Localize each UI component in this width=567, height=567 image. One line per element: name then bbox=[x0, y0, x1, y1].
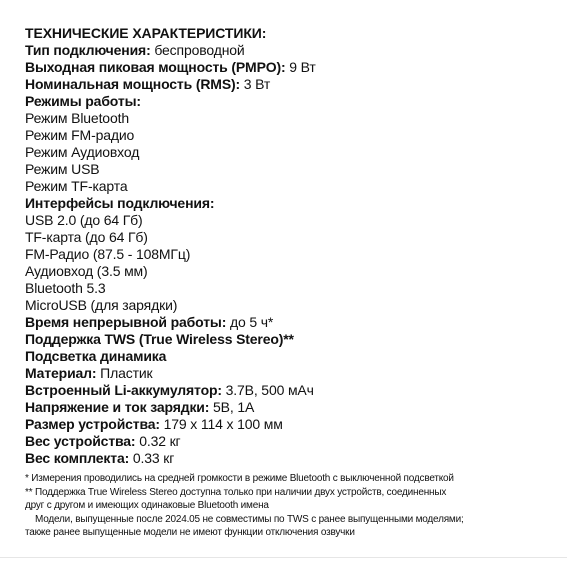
spec-row bbox=[25, 433, 555, 450]
footnote-line: также ранее выпущенные модели не имеют функции отключения озвучки bbox=[25, 527, 355, 538]
spec-list-item: MicroUSB (для зарядки) bbox=[25, 297, 178, 313]
spec-label: Номинальная мощность (RMS): bbox=[25, 76, 241, 92]
spec-label: Тип подключения: bbox=[25, 42, 151, 58]
spec-value: 3.7В, 500 мАч bbox=[221, 382, 314, 398]
spec-value: до 5 ч* bbox=[226, 314, 274, 330]
spec-title: ТЕХНИЧЕСКИЕ ХАРАКТЕРИСТИКИ: bbox=[25, 25, 267, 41]
spec-label: Время непрерывной работы: bbox=[25, 314, 227, 330]
spec-value: 9 Вт bbox=[285, 59, 316, 75]
spec-label: Встроенный Li-аккумулятор: bbox=[25, 382, 222, 398]
spec-heading: Режимы работы: bbox=[25, 93, 141, 109]
spec-row bbox=[25, 450, 555, 467]
spec-label: Вес комплекта: bbox=[25, 450, 130, 466]
spec-label: Размер устройства: bbox=[25, 416, 160, 432]
spec-row bbox=[25, 382, 555, 399]
spec-sheet bbox=[25, 25, 555, 540]
spec-value: беспроводной bbox=[150, 42, 245, 58]
spec-label: Напряжение и ток зарядки: bbox=[25, 399, 210, 415]
spec-value: 3 Вт bbox=[240, 76, 271, 92]
spec-list-item: FM-Радио (87.5 - 108МГц) bbox=[25, 246, 191, 262]
spec-label: Вес устройства: bbox=[25, 433, 136, 449]
footnote-line: * Измерения проводились на средней громкости в режиме Bluetooth с выключенной подсветкой bbox=[25, 473, 454, 484]
spec-list-item: Режим Аудиовход bbox=[25, 144, 140, 160]
footnotes bbox=[25, 472, 555, 540]
spec-list-item: Режим USB bbox=[25, 161, 100, 177]
spec-value: 179 x 114 x 100 мм bbox=[159, 416, 283, 432]
spec-row bbox=[25, 416, 555, 433]
spec-label: Материал: bbox=[25, 365, 97, 381]
bottom-divider bbox=[0, 557, 567, 558]
spec-list-item: USB 2.0 (до 64 Гб) bbox=[25, 212, 143, 228]
footnote-line: Модели, выпущенные после 2024.05 не совместимы по TWS с ранее выпущенными моделями; bbox=[35, 513, 464, 525]
spec-list bbox=[25, 42, 555, 467]
spec-value: 0.32 кг bbox=[135, 433, 181, 449]
spec-heading: Поддержка TWS (True Wireless Stereo)** bbox=[25, 331, 294, 347]
spec-value: 5В, 1А bbox=[209, 399, 255, 415]
spec-value: Пластик bbox=[96, 365, 153, 381]
spec-heading: Интерфейсы подключения: bbox=[25, 195, 215, 211]
spec-list-item: TF-карта (до 64 Гб) bbox=[25, 229, 148, 245]
spec-value: 0.33 кг bbox=[129, 450, 175, 466]
spec-list-item: Режим TF-карта bbox=[25, 178, 128, 194]
spec-list-item: Аудиовход (3.5 мм) bbox=[25, 263, 148, 279]
spec-heading: Подсветка динамика bbox=[25, 348, 167, 364]
spec-list-item: Режим FM-радио bbox=[25, 127, 135, 143]
spec-row bbox=[25, 59, 555, 76]
spec-list-item: Режим Bluetooth bbox=[25, 110, 129, 126]
spec-row bbox=[25, 42, 555, 59]
spec-list-item: Bluetooth 5.3 bbox=[25, 280, 106, 296]
spec-row bbox=[25, 76, 555, 93]
spec-row bbox=[25, 314, 555, 331]
spec-row bbox=[25, 365, 555, 382]
footnote-line: ** Поддержка True Wireless Stereo доступна только при наличии двух устройств, соединенных bbox=[25, 486, 447, 498]
spec-row bbox=[25, 399, 555, 416]
footnote-line: друг с другом и имеющих одинаковые Bluetooth имена bbox=[25, 500, 269, 511]
spec-label: Выходная пиковая мощность (PMPO): bbox=[25, 59, 286, 75]
